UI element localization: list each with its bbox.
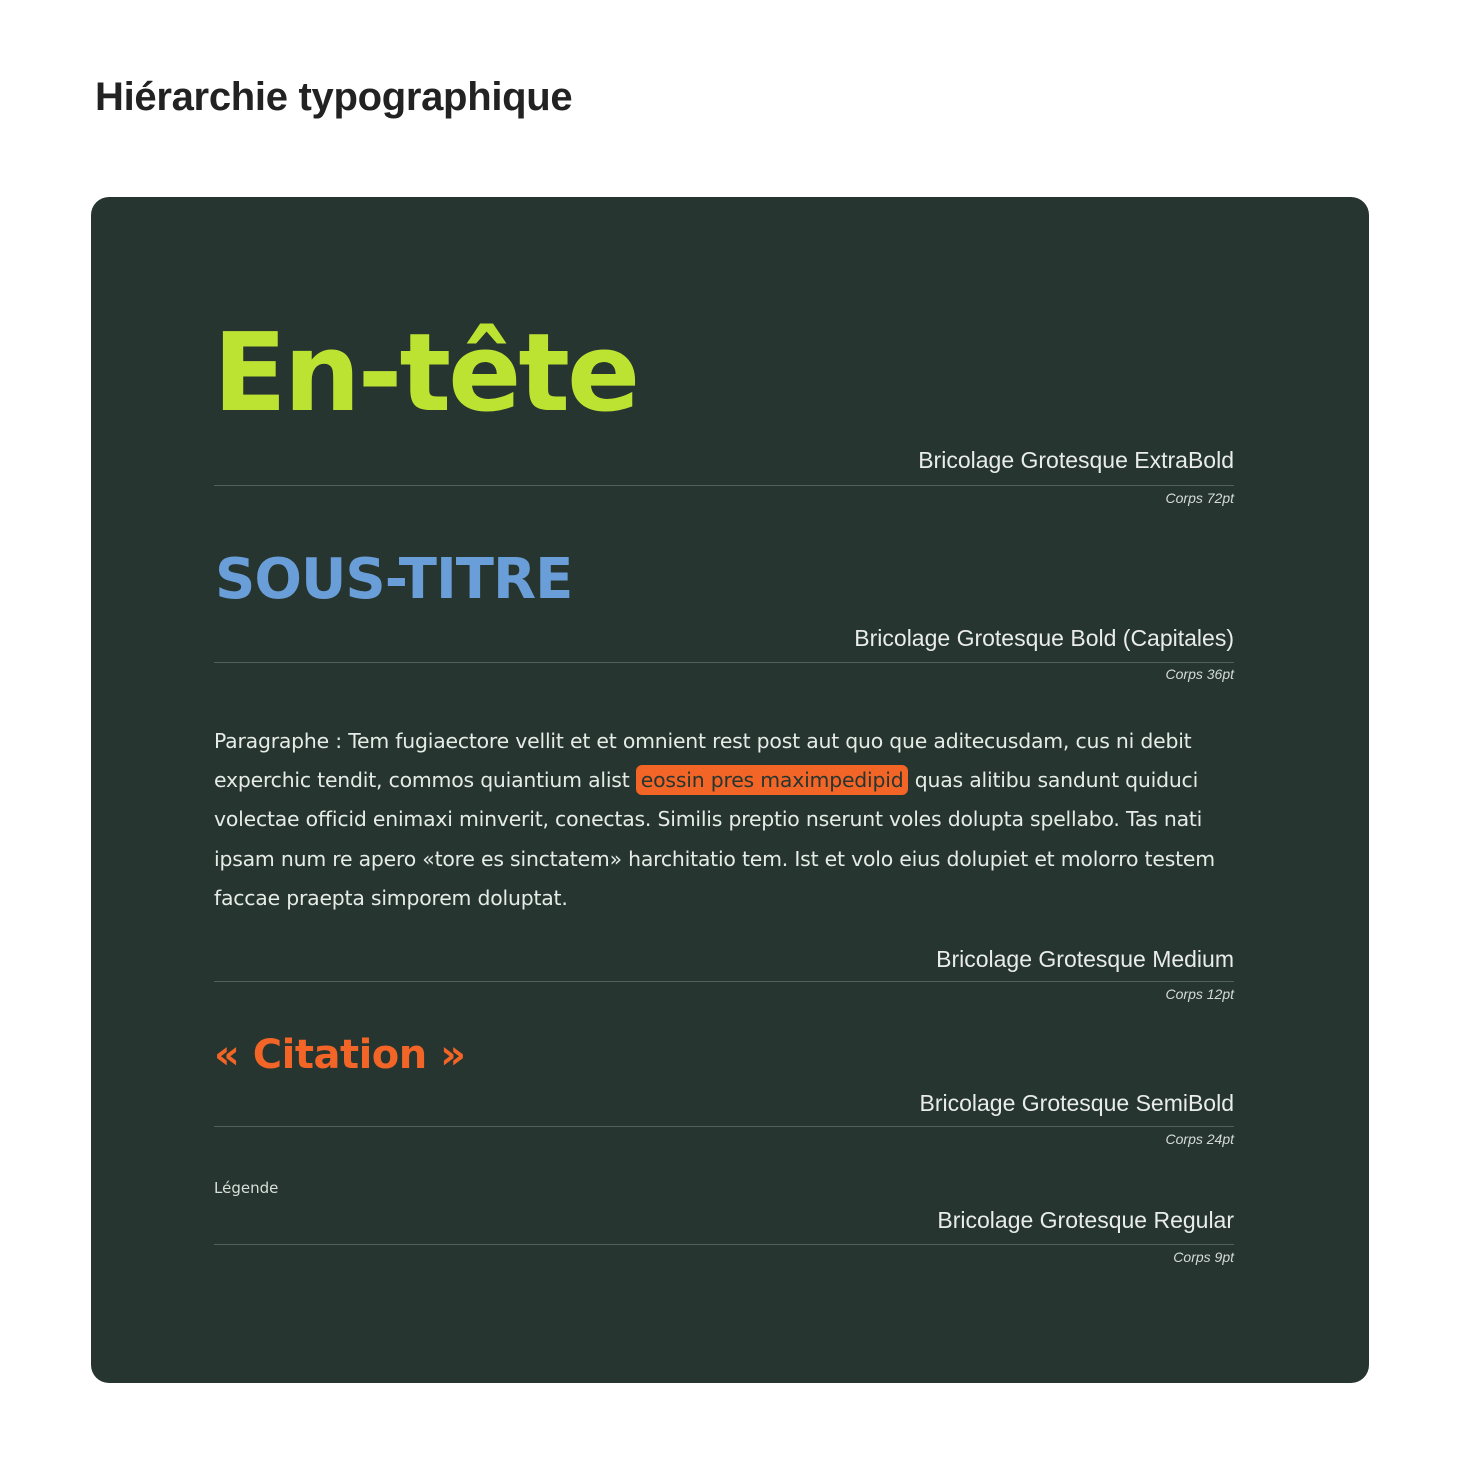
subtitle-divider	[214, 662, 1234, 663]
quote-divider	[214, 1126, 1234, 1127]
subtitle-sample: SOUS-TITRE	[215, 547, 573, 612]
quote-sample: « Citation »	[214, 1032, 466, 1078]
caption-size-label: Corps 9pt	[1173, 1249, 1234, 1265]
paragraph-text-end: quas alitibu sandunt quiduci volectae officid enimaxi minverit, conectas. Similis preptio nserunt voles dolupta spellabo. Tas nati ipsam num re apero «tore es sinctatem» harchitatio tem. Ist et volo eius dolupiet et molorro testem faccae praepta simporem doluptat.	[214, 768, 1215, 910]
subtitle-font-name: Bricolage Grotesque Bold (Capitales)	[854, 625, 1234, 651]
paragraph-highlight: eossin pres maximpedipid	[636, 765, 909, 795]
paragraph-size-label: Corps 12pt	[1165, 986, 1234, 1002]
heading-size-label: Corps 72pt	[1165, 490, 1234, 506]
heading-divider	[214, 485, 1234, 486]
paragraph-font-name: Bricolage Grotesque Medium	[936, 946, 1234, 972]
paragraph-divider	[214, 981, 1234, 982]
caption-sample: Légende	[214, 1179, 279, 1197]
caption-font-name: Bricolage Grotesque Regular	[937, 1207, 1234, 1233]
quote-size-label: Corps 24pt	[1165, 1131, 1234, 1147]
page-title: Hiérarchie typographique	[95, 75, 573, 119]
heading-sample: En-tête	[213, 311, 638, 436]
quote-font-name: Bricolage Grotesque SemiBold	[919, 1090, 1234, 1116]
typography-card	[91, 197, 1369, 1383]
paragraph-text-start: Paragraphe : Tem fugiaectore vellit et et omnient rest post aut quo que aditecusdam, cus ni debit experchic tendit, commos quiantium alist	[214, 729, 1192, 793]
caption-divider	[214, 1244, 1234, 1245]
paragraph-sample	[214, 722, 1246, 918]
subtitle-size-label: Corps 36pt	[1165, 666, 1234, 682]
heading-font-name: Bricolage Grotesque ExtraBold	[918, 447, 1234, 473]
